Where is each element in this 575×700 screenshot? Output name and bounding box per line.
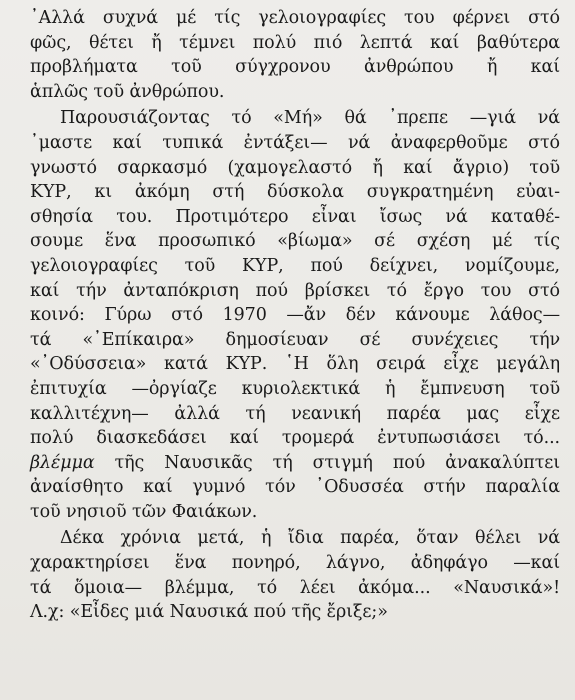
text-line: ἀναίσθητο καί γυμνό τόν ᾿Οδυσσέα στήν παραλία <box>30 477 560 498</box>
text-line: καί τήν ἀνταπόκριση πού βρίσκει τό ἔργο του στό <box>30 280 560 301</box>
text-line: γνωστό σαρκασμό (χαμογελαστό ἤ καί ἄγριο) τοῦ <box>30 157 560 178</box>
text-line: χαρακτηρίσει ἕνα πονηρό, λάγνο, ἀδηφάγο —καί <box>30 553 560 574</box>
text-line: ἁπλῶς τοῦ ἀνθρώπου. <box>30 81 225 102</box>
text-line: πολύ διασκεδάσει καί τρομερά ἐντυπωσιάσει τό... <box>30 428 560 449</box>
text-line: ᾿μαστε καί τυπικά ἐντάξει— νά ἀναφερθοῦμε στό <box>30 132 560 153</box>
text-line: καλλιτέχνη— ἀλλά τή νεανική παρέα μας εἶχε <box>30 403 560 424</box>
text-line: κοινό: Γύρω στό 1970 —ἄν δέν κάνουμε λάθος— <box>30 305 560 326</box>
text-line: τά ὅμοια— βλέμμα, τό λέει ἀκόμα... «Ναυσικά»! <box>30 577 560 598</box>
text-line: «᾿Οδύσσεια» κατά ΚΥΡ. ῾Η ὅλη σειρά εἶχε μεγάλη <box>30 354 560 375</box>
text-line: σουμε ἕνα προσωπικό «βίωμα» σέ σχέση μέ τίς <box>30 231 560 252</box>
text-line: βλέμμα τῆς Ναυσικᾶς τή στιγμή πού ἀνακαλύπτει <box>30 452 560 473</box>
text-line: σθησία του. Προτιμότερο εἶναι ἴσως νά καταθέ- <box>30 206 560 227</box>
text-line: Λ.χ: «Εἶδες μιά Ναυσικά πού τῆς ἔριξε;» <box>30 602 388 623</box>
text-line: τά «᾿Επίκαιρα» δημοσίευαν σέ συνέχειες τήν <box>30 329 560 350</box>
paragraph-1 <box>30 6 560 104</box>
paragraph-3 <box>30 526 560 624</box>
text-line: Δέκα χρόνια μετά, ἡ ἴδια παρέα, ὅταν θέλει νά <box>60 528 560 549</box>
paragraph-2 <box>30 106 560 524</box>
text-line: προβλήματα τοῦ σύγχρονου ἀνθρώπου ἤ καί <box>30 57 560 78</box>
body-text <box>30 6 560 625</box>
text-line: ἐπιτυχία —ὀργίαζε κυριολεκτικά ἡ ἔμπνευση τοῦ <box>30 378 560 399</box>
text-line: ΚΥΡ, κι ἀκόμη στή δύσκολα συγκρατημένη εὐαι- <box>30 182 560 203</box>
text-line: γελοιογραφίες τοῦ ΚΥΡ, πού δείχνει, νομίζουμε, <box>30 255 560 276</box>
text-line: Παρουσιάζοντας τό «Μή» θά ᾿πρεπε —γιά νά <box>60 108 560 129</box>
text-line: τοῦ νησιοῦ τῶν Φαιάκων. <box>30 501 258 522</box>
text-line: ᾿Αλλά συχνά μέ τίς γελοιογραφίες του φέρνει στό <box>30 8 560 28</box>
text-line: φῶς, θέτει ἤ τέμνει πολύ πιό λεπτά καί βαθύτερα <box>30 32 560 53</box>
